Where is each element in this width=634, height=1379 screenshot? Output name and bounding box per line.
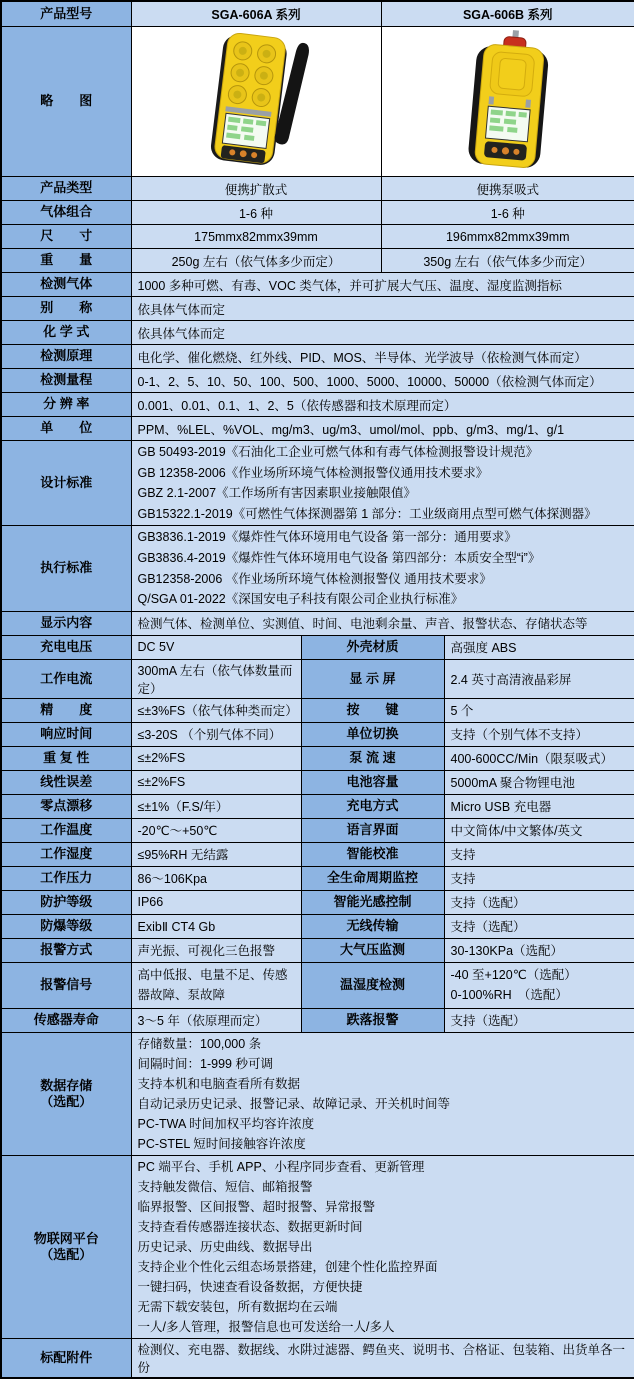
spec-label: 分 辨 率 — [1, 393, 131, 417]
spec-label: 单 位 — [1, 417, 131, 441]
table-row — [1, 201, 634, 225]
iot-line: 支持企业个性化云组态场景搭建，创建个性化监控界面 — [138, 1257, 629, 1277]
spec-value: ≤3-20S （个别气体不同） — [131, 722, 301, 746]
spec-label: 按 键 — [301, 698, 444, 722]
spec-label: 工作压力 — [1, 866, 131, 890]
storage-cell — [131, 1032, 634, 1155]
table-row — [1, 225, 634, 249]
table-row — [1, 526, 634, 611]
table-row — [1, 962, 634, 1008]
storage-label — [1, 1032, 131, 1155]
spec-value-b: 196mmx82mmx39mm — [381, 225, 634, 249]
spec-value: ExibⅡ CT4 Gb — [131, 914, 301, 938]
spec-value: 30-130KPa（选配） — [444, 938, 634, 962]
spec-value: ≤95%RH 无结露 — [131, 842, 301, 866]
table-row — [1, 369, 634, 393]
iot-cell — [131, 1155, 634, 1338]
spec-value: 依具体气体而定 — [131, 321, 634, 345]
spec-value: 支持（个别气体不支持） — [444, 722, 634, 746]
spec-label: 显 示 屏 — [301, 659, 444, 698]
table-row — [1, 273, 634, 297]
spec-value: 2.4 英寸高清液晶彩屏 — [444, 659, 634, 698]
spec-value: IP66 — [131, 890, 301, 914]
table-row — [1, 890, 634, 914]
spec-label: 工作温度 — [1, 818, 131, 842]
spec-value: 电化学、催化燃烧、红外线、PID、MOS、半导体、光学波导（依检测气体而定） — [131, 345, 634, 369]
spec-label: 泵 流 速 — [301, 746, 444, 770]
spec-label: 温湿度检测 — [301, 962, 444, 1008]
spec-label: 别 称 — [1, 297, 131, 321]
spec-value: 中文简体/中文繁体/英文 — [444, 818, 634, 842]
spec-value: PPM、%LEL、%VOL、mg/m3、ug/m3、umol/mol、ppb、g/m3、mg/1、g/1 — [131, 417, 634, 441]
spec-value-line: -40 至+120℃（选配） — [451, 965, 629, 985]
standard-line: GB15322.1-2019《可燃性气体探测器第 1 部分：工业级商用点型可燃气体探测器》 — [138, 504, 629, 525]
spec-label: 显示内容 — [1, 611, 131, 635]
table-row — [1, 659, 634, 698]
table-row — [1, 297, 634, 321]
standard-line: GB 50493-2019《石油化工企业可燃气体和有毒气体检测报警设计规范》 — [138, 442, 629, 463]
spec-value: 支持 — [444, 842, 634, 866]
spec-value: 高中低报、电量不足、传感器故障、泵故障 — [131, 962, 301, 1008]
spec-value: Micro USB 充电器 — [444, 794, 634, 818]
sketch-label: 略 图 — [1, 27, 131, 177]
header-series-b: SGA-606B 系列 — [381, 1, 634, 27]
spec-label: 报警信号 — [1, 962, 131, 1008]
spec-value: 400-600CC/Min（限泵吸式） — [444, 746, 634, 770]
spec-value: 高强度 ABS — [444, 635, 634, 659]
spec-label: 标配附件 — [1, 1338, 131, 1378]
spec-label: 跌落报警 — [301, 1008, 444, 1032]
device-b-illustration — [383, 28, 634, 170]
spec-value: 支持（选配） — [444, 914, 634, 938]
table-row — [1, 611, 634, 635]
table-row — [1, 1338, 634, 1378]
spec-value-a: 便携扩散式 — [131, 177, 381, 201]
table-row — [1, 441, 634, 526]
spec-label: 检测原理 — [1, 345, 131, 369]
spec-value: 依具体气体而定 — [131, 297, 634, 321]
exec-standards-cell — [131, 526, 634, 611]
spec-label: 充电电压 — [1, 635, 131, 659]
table-row — [1, 770, 634, 794]
header-product-model-label: 产品型号 — [1, 1, 131, 27]
table-row — [1, 345, 634, 369]
spec-label: 全生命周期监控 — [301, 866, 444, 890]
spec-value-a: 175mmx82mmx39mm — [131, 225, 381, 249]
iot-line: 历史记录、历史曲线、数据导出 — [138, 1237, 629, 1257]
spec-value-line: 0-100%RH （选配） — [451, 985, 629, 1005]
spec-label: 线性误差 — [1, 770, 131, 794]
spec-value: ≤±3%FS（依气体种类而定） — [131, 698, 301, 722]
iot-label-line2: （选配） — [3, 1247, 130, 1263]
spec-value: 86～106Kpa — [131, 866, 301, 890]
table-row — [1, 842, 634, 866]
spec-label: 检测气体 — [1, 273, 131, 297]
spec-label: 响应时间 — [1, 722, 131, 746]
spec-value: ≤±2%FS — [131, 770, 301, 794]
product-image-cell-a — [131, 27, 381, 177]
table-row — [1, 866, 634, 890]
standard-line: GB12358-2006 《作业场所环境气体检测报警仪 通用技术要求》 — [138, 569, 629, 590]
temp-humidity-cell — [444, 962, 634, 1008]
spec-label: 气体组合 — [1, 201, 131, 225]
spec-value: 1000 多种可燃、有毒、VOC 类气体，并可扩展大气压、温度、湿度监测指标 — [131, 273, 634, 297]
spec-value: ≤±1%（F.S/年） — [131, 794, 301, 818]
spec-value: 声光振、可视化三色报警 — [131, 938, 301, 962]
spec-label: 零点漂移 — [1, 794, 131, 818]
iot-label-line1: 物联网平台 — [3, 1231, 130, 1247]
spec-label: 工作湿度 — [1, 842, 131, 866]
spec-label: 传感器寿命 — [1, 1008, 131, 1032]
spec-value-a: 250g 左右（依气体多少而定） — [131, 249, 381, 273]
spec-label: 外壳材质 — [301, 635, 444, 659]
table-row — [1, 914, 634, 938]
product-image-cell-b — [381, 27, 634, 177]
spec-value: 0.001、0.01、0.1、1、2、5（依传感器和技术原理而定） — [131, 393, 634, 417]
table-row — [1, 249, 634, 273]
spec-label: 充电方式 — [301, 794, 444, 818]
spec-label: 尺 寸 — [1, 225, 131, 249]
table-row — [1, 722, 634, 746]
storage-line: 存储数量：100,000 条 — [138, 1034, 629, 1054]
iot-line: 支持查看传感器连接状态、数据更新时间 — [138, 1217, 629, 1237]
spec-label: 单位切换 — [301, 722, 444, 746]
spec-label: 报警方式 — [1, 938, 131, 962]
spec-label: 智能校准 — [301, 842, 444, 866]
spec-value: 300mA 左右（依气体数量而定） — [131, 659, 301, 698]
table-row — [1, 27, 634, 177]
storage-label-line1: 数据存储 — [3, 1078, 130, 1094]
table-row — [1, 177, 634, 201]
table-row — [1, 818, 634, 842]
table-row — [1, 1, 634, 27]
spec-label: 检测量程 — [1, 369, 131, 393]
standard-line: Q/SGA 01-2022《深国安电子科技有限公司企业执行标准》 — [138, 589, 629, 610]
table-row — [1, 1008, 634, 1032]
spec-value-b: 1-6 种 — [381, 201, 634, 225]
spec-label: 防护等级 — [1, 890, 131, 914]
device-a-illustration — [133, 28, 381, 170]
spec-value-b: 便携泵吸式 — [381, 177, 634, 201]
standard-line: GB 12358-2006《作业场所环境气体检测报警仪通用技术要求》 — [138, 463, 629, 484]
iot-line: 一人/多人管理，报警信息也可发送给一人/多人 — [138, 1317, 629, 1337]
spec-label: 重 复 性 — [1, 746, 131, 770]
spec-value-b: 350g 左右（依气体多少而定） — [381, 249, 634, 273]
spec-value: 3～5 年（依原理而定） — [131, 1008, 301, 1032]
spec-label: 电池容量 — [301, 770, 444, 794]
spec-value: 检测气体、检测单位、实测值、时间、电池剩余量、声音、报警状态、存储状态等 — [131, 611, 634, 635]
spec-value: 5 个 — [444, 698, 634, 722]
table-row — [1, 635, 634, 659]
spec-label: 设计标准 — [1, 441, 131, 526]
storage-label-line2: （选配） — [3, 1094, 130, 1110]
spec-value: 0-1、2、5、10、50、100、500、1000、5000、10000、50000（依检测气体而定） — [131, 369, 634, 393]
storage-line: 自动记录历史记录、报警记录、故障记录、开关机时间等 — [138, 1094, 629, 1114]
table-row — [1, 1032, 634, 1155]
table-row — [1, 794, 634, 818]
table-row — [1, 698, 634, 722]
spec-value: 支持 — [444, 866, 634, 890]
standard-line: GBZ 2.1-2007《工作场所有害因素职业接触限值》 — [138, 483, 629, 504]
spec-value: 支持（选配） — [444, 890, 634, 914]
storage-line: PC-TWA 时间加权平均容许浓度 — [138, 1114, 629, 1134]
spec-label: 防爆等级 — [1, 914, 131, 938]
spec-label: 执行标准 — [1, 526, 131, 611]
spec-label: 产品类型 — [1, 177, 131, 201]
storage-line: 支持本机和电脑查看所有数据 — [138, 1074, 629, 1094]
storage-line: 间隔时间：1-999 秒可调 — [138, 1054, 629, 1074]
table-row — [1, 321, 634, 345]
spec-label: 智能光感控制 — [301, 890, 444, 914]
spec-label: 无线传输 — [301, 914, 444, 938]
table-row — [1, 1155, 634, 1338]
table-row — [1, 393, 634, 417]
standard-line: GB3836.1-2019《爆炸性气体环境用电气设备 第一部分：通用要求》 — [138, 527, 629, 548]
spec-value: -20℃～+50℃ — [131, 818, 301, 842]
spec-label: 大气压监测 — [301, 938, 444, 962]
standard-line: GB3836.4-2019《爆炸性气体环境用电气设备 第四部分：本质安全型“i”》 — [138, 548, 629, 569]
storage-line: PC-STEL 短时间接触容许浓度 — [138, 1134, 629, 1154]
iot-label — [1, 1155, 131, 1338]
iot-line: 一键扫码，快速查看设备数据，方便快捷 — [138, 1277, 629, 1297]
table-row — [1, 417, 634, 441]
table-row — [1, 938, 634, 962]
iot-line: 临界报警、区间报警、超时报警、异常报警 — [138, 1197, 629, 1217]
iot-line: PC 端平台、手机 APP、小程序同步查看、更新管理 — [138, 1157, 629, 1177]
iot-line: 支持触发微信、短信、邮箱报警 — [138, 1177, 629, 1197]
spec-value: DC 5V — [131, 635, 301, 659]
spec-label: 重 量 — [1, 249, 131, 273]
table-row — [1, 746, 634, 770]
spec-value: 5000mA 聚合物锂电池 — [444, 770, 634, 794]
spec-label: 化 学 式 — [1, 321, 131, 345]
spec-value: 支持（选配） — [444, 1008, 634, 1032]
spec-value: 检测仪、充电器、数据线、水阱过滤器、鳄鱼夹、说明书、合格证、包装箱、出货单各一份 — [131, 1338, 634, 1378]
design-standards-cell — [131, 441, 634, 526]
spec-label: 工作电流 — [1, 659, 131, 698]
spec-value-a: 1-6 种 — [131, 201, 381, 225]
spec-value: ≤±2%FS — [131, 746, 301, 770]
spec-label: 精 度 — [1, 698, 131, 722]
header-series-a: SGA-606A 系列 — [131, 1, 381, 27]
iot-line: 无需下载安装包，所有数据均在云端 — [138, 1297, 629, 1317]
spec-label: 语言界面 — [301, 818, 444, 842]
